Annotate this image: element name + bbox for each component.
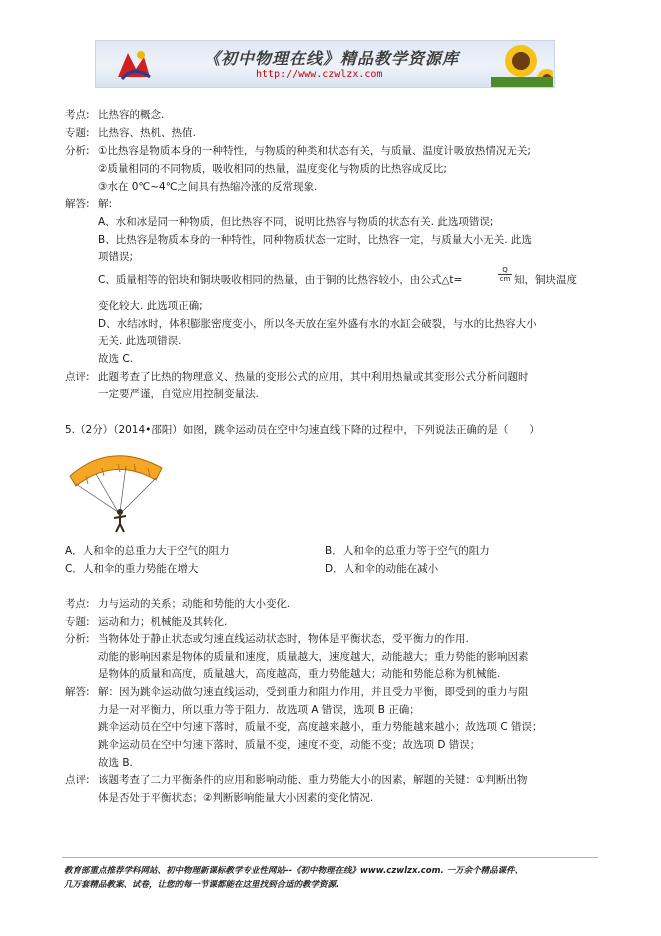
q4-kaodian-label: 考点:	[65, 109, 90, 121]
formula-numerator: Q	[498, 266, 512, 275]
header-banner	[95, 40, 555, 88]
q5-zhuanti-label: 专题:	[65, 616, 90, 628]
q4-dianping-label: 点评:	[65, 371, 90, 383]
q5-kaodian: 力与运动的关系；动能和势能的大小变化.	[98, 598, 291, 610]
q4-dianping-line: 此题考查了比热的物理意义、热量的变形公式的应用，其中利用热量或其变形公式分析问题时	[98, 371, 529, 383]
footer-divider	[62, 857, 598, 858]
q5-zhuanti: 运动和力；机械能及其转化.	[98, 616, 228, 628]
q4-zhuanti-label: 专题:	[65, 127, 90, 139]
q4-jie: 解:	[98, 198, 113, 210]
q5-fenxi-label: 分析:	[65, 633, 90, 645]
q5-fenxi-line: 是物体的质量和高度，质量越大，高度越高，重力势能越大；动能和势能总称为机械能.	[98, 668, 501, 680]
q4-jieda-label: 解答:	[65, 198, 90, 210]
q5-kaodian-label: 考点:	[65, 598, 90, 610]
q4-fenxi-line: ②质量相同的不同物质，吸收相同的热量，温度变化与物质的比热容成反比;	[98, 163, 447, 175]
q4-fenxi-line: ③水在 0℃~4℃之间具有热缩冷涨的反常现象.	[98, 181, 318, 193]
q5-option-a: A．人和伞的总重力大于空气的阻力	[65, 545, 230, 557]
formula-fraction	[498, 266, 512, 283]
q4-kaodian: 比热容的概念.	[98, 109, 165, 121]
formula-denominator: cm	[499, 275, 511, 283]
q5-stem: 5.（2分）（2014•邵阳）如图，跳伞运动员在空中匀速直线下降的过程中，下列说法正确的是（ ）	[65, 424, 540, 436]
site-logo-icon	[114, 47, 154, 83]
q4-zhuanti: 比热容、热机、热值.	[98, 127, 196, 139]
q4-jieda-line: 变化较大. 此选项正确;	[98, 300, 203, 312]
q5-jieda-line: 力是一对平衡力，所以重力等于阻力．故选项 A 错误，选项 B 正确；	[98, 704, 420, 716]
q5-jieda-line: 故选 B.	[98, 757, 133, 769]
q5-fenxi-line: 当物体处于静止状态或匀速直线运动状态时，物体是平衡状态，受平衡力的作用.	[98, 633, 469, 645]
q4-jieda-line: 项错误;	[98, 251, 134, 263]
q5-option-b: B．人和伞的总重力等于空气的阻力	[325, 545, 490, 557]
q5-dianping-label: 点评:	[65, 774, 90, 786]
q5-option-d: D．人和伞的动能在减小	[325, 563, 439, 575]
q5-jieda-line: 跳伞运动员在空中匀速下落时，质量不变，高度越来越小，重力势能越来越小；故选项 C 错误；	[98, 721, 543, 733]
q5-dianping-line: 体是否处于平衡状态；②判断影响能量大小因素的变化情况.	[98, 792, 374, 804]
sunflower-icon	[491, 41, 553, 87]
q4-dianping-line: 一定要严谨，自觉应用控制变量法.	[98, 388, 259, 400]
footer-line-2: 几万套精品教案、试卷，让您的每一节课都能在这里找到合适的教学资源.	[64, 880, 340, 890]
q5-jieda-line: 跳伞运动员在空中匀速下落时，质量不变，速度不变，动能不变；故选项 D 错误；	[98, 739, 481, 751]
q4-jieda-line: C、质量相等的铝块和铜块吸收相同的热量，由于铜的比热容较小，由公式△t=	[98, 274, 463, 286]
q4-fenxi-label: 分析:	[65, 145, 90, 157]
q4-jieda-line: 知，铜块温度	[514, 274, 577, 286]
banner-url[interactable]: http://www.czwlzx.com	[256, 69, 383, 80]
q5-fenxi-line: 动能的影响因素是物体的质量和速度，质量越大，速度越大，动能越大；重力势能的影响因素	[98, 651, 529, 663]
q4-jieda-line: A、水和冰是同一种物质，但比热容不同，说明比热容与物质的状态有关. 此选项错误;	[98, 216, 494, 228]
parachute-illustration	[66, 446, 166, 536]
banner-title: 《初中物理在线》精品教学资源库	[204, 49, 460, 68]
q4-fenxi-line: ①比热容是物质本身的一种特性，与物质的种类和状态有关，与质量、温度计吸放热情况无关;	[98, 145, 531, 157]
q4-jieda-line: B、比热容是物质本身的一种特性，同种物质状态一定时，比热容一定，与质量大小无关. 此选	[98, 234, 532, 246]
footer-line-1: 教育部重点推荐学科网站、初中物理新课标教学专业性网站--《初中物理在线》www.czwlzx.com. 一万余个精品课件、	[64, 866, 524, 876]
q4-jieda-line: 无关. 此选项错误.	[98, 335, 182, 347]
q5-dianping-line: 该题考查了二力平衡条件的应用和影响动能、重力势能大小的因素，解题的关键：①判断出物	[98, 774, 528, 786]
q4-jieda-line: 故选 C.	[98, 353, 134, 365]
q5-jieda-line: 解：因为跳伞运动做匀速直线运动，受到重力和阻力作用，并且受力平衡，即受到的重力与阻	[98, 686, 529, 698]
q4-jieda-line: D、水结冰时，体积膨胀密度变小，所以冬天放在室外盛有水的水缸会破裂，与水的比热容大小	[98, 318, 537, 330]
q5-option-c: C．人和伞的重力势能在增大	[65, 563, 199, 575]
q5-jieda-label: 解答:	[65, 686, 90, 698]
